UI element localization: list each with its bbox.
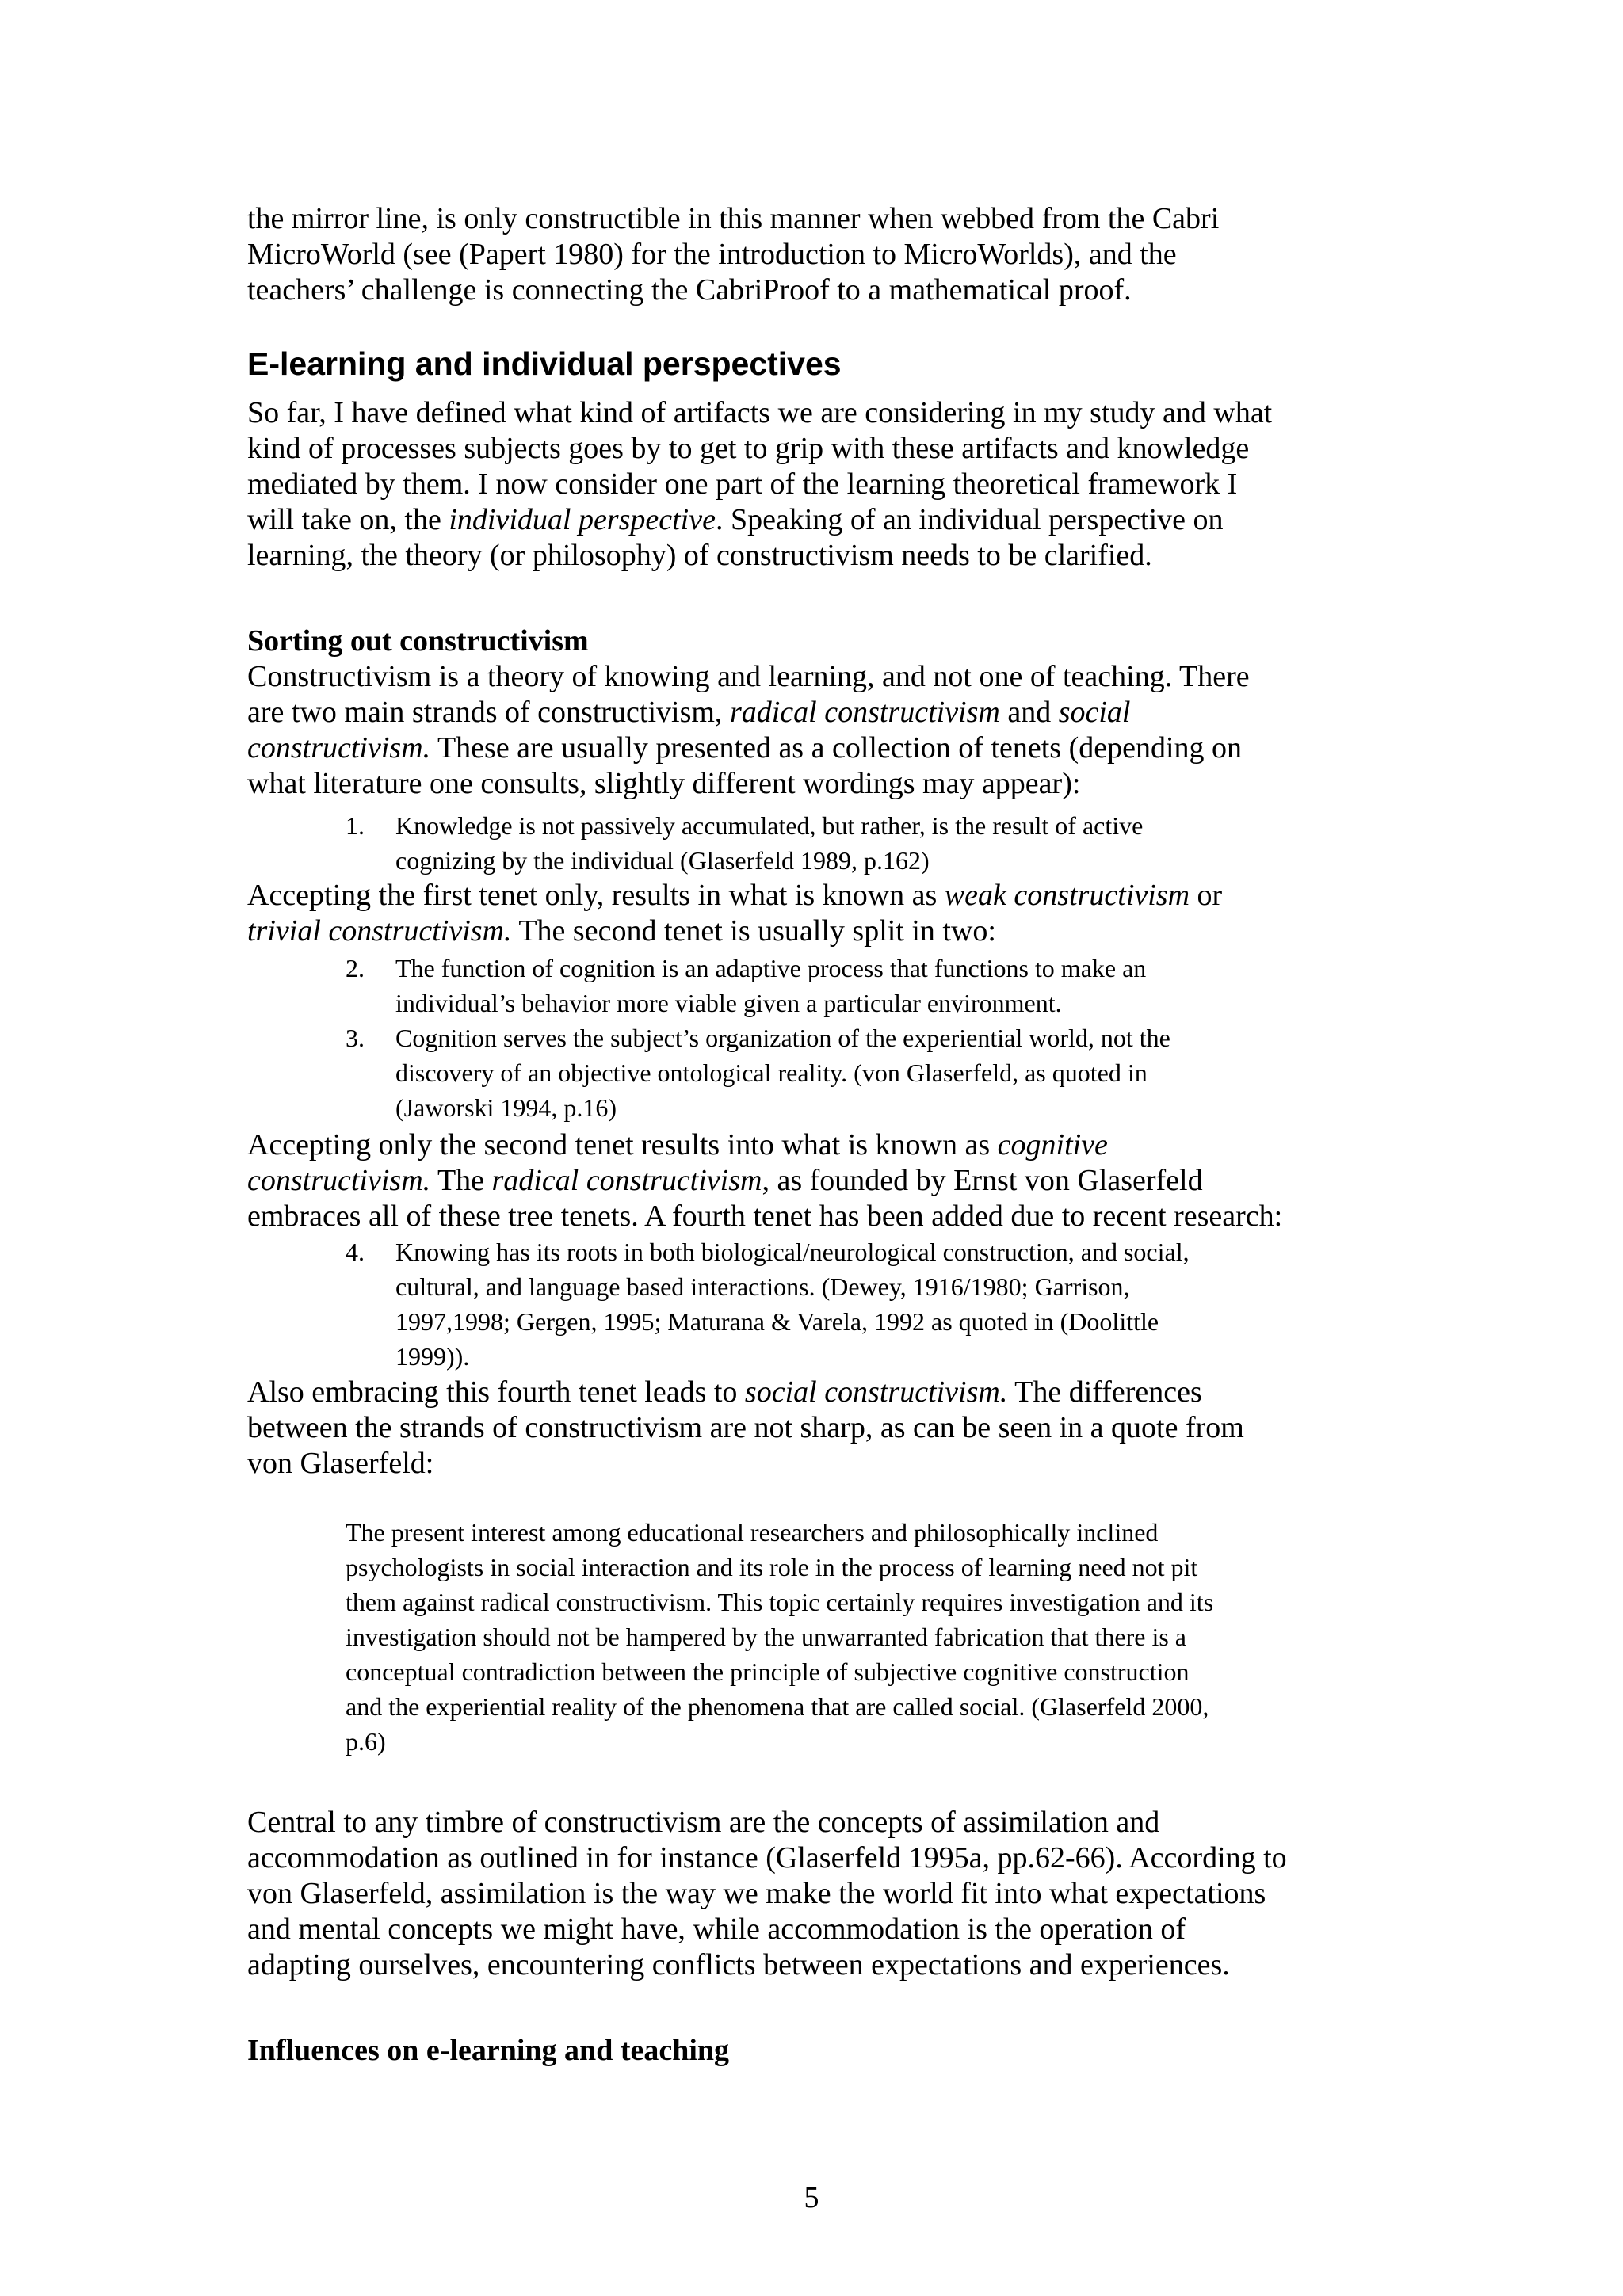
after-tenet-1-paragraph xyxy=(247,878,1396,949)
text-span: or xyxy=(1190,879,1223,912)
text-line xyxy=(247,1375,1396,1410)
text-line: Cognition serves the subject’s organization of the experiential world, not the xyxy=(395,1024,1170,1052)
tenet-list-2 xyxy=(346,951,1376,1125)
text-line: individual’s behavior more viable given a particular environment. xyxy=(395,989,1062,1017)
text-line: teachers’ challenge is connecting the CabriProof to a mathematical proof. xyxy=(247,273,1132,307)
text-line: discovery of an objective ontological reality. (von Glaserfeld, as quoted in xyxy=(395,1058,1148,1087)
section-paragraph xyxy=(247,395,1396,574)
emphasis-text: social constructivism. xyxy=(744,1375,1008,1409)
tenet-item xyxy=(346,951,1376,1020)
text-span: The differences xyxy=(1007,1375,1202,1409)
text-line: between the strands of constructivism are not sharp, as can be seen in a quote from xyxy=(247,1411,1244,1444)
page-number: 5 xyxy=(804,2181,819,2214)
text-line: adapting ourselves, encountering conflicts between expectations and experiences. xyxy=(247,1948,1230,1981)
text-line: learning, the theory (or philosophy) of constructivism needs to be clarified. xyxy=(247,539,1152,572)
text-line xyxy=(247,913,1396,949)
text-line: what literature one consults, slightly different wordings may appear): xyxy=(247,767,1081,800)
after-tenet-4-paragraph xyxy=(247,1375,1396,1482)
list-number: 4. xyxy=(346,1238,365,1266)
text-line: conceptual contradiction between the principle of subjective cognitive construction xyxy=(346,1657,1190,1686)
text-line: Central to any timbre of constructivism are the concepts of assimilation and xyxy=(247,1806,1160,1839)
text-span: and xyxy=(999,696,1059,729)
text-line: mediated by them. I now consider one part of the learning theoretical framework I xyxy=(247,467,1238,501)
emphasis-text: constructivism. xyxy=(247,1164,431,1197)
text-line xyxy=(247,1127,1396,1163)
text-line: accommodation as outlined in for instance (Glaserfeld 1995a, pp.62-66). According to xyxy=(247,1841,1287,1875)
tenet-item xyxy=(346,1234,1376,1374)
text-line xyxy=(247,1163,1396,1199)
text-span: These are usually presented as a collection of tenets (depending on xyxy=(430,731,1243,765)
text-line: von Glaserfeld, assimilation is the way we make the world fit into what expectations xyxy=(247,1877,1266,1910)
emphasis-text: radical constructivism xyxy=(729,696,1000,729)
text-line: and mental concepts we might have, while accommodation is the operation of xyxy=(247,1913,1186,1946)
text-line: cultural, and language based interactions. (Dewey, 1916/1980; Garrison, xyxy=(395,1272,1130,1301)
emphasis-text: social xyxy=(1058,696,1131,729)
text-line: von Glaserfeld: xyxy=(247,1447,434,1480)
after-tenet-3-paragraph xyxy=(247,1127,1396,1234)
text-line: Knowledge is not passively accumulated, but rather, is the result of active xyxy=(395,811,1144,840)
section-heading: E-learning and individual perspectives xyxy=(247,345,842,382)
emphasis-text: weak constructivism xyxy=(944,879,1190,912)
text-line: psychologists in social interaction and its role in the process of learning need not pit xyxy=(346,1553,1198,1581)
text-line: So far, I have defined what kind of artifacts we are considering in my study and what xyxy=(247,396,1273,429)
text-span: are two main strands of constructivism, xyxy=(247,696,730,729)
constructivism-paragraph xyxy=(247,659,1396,802)
text-span: The second tenet is usually split in two: xyxy=(511,914,996,948)
text-line: 1997,1998; Gergen, 1995; Maturana & Varela, 1992 as quoted in (Doolittle xyxy=(395,1307,1159,1336)
text-line: (Jaworski 1994, p.16) xyxy=(395,1093,617,1122)
intro-paragraph xyxy=(247,201,1396,308)
text-line: Knowing has its roots in both biological/neurological construction, and social, xyxy=(395,1238,1190,1266)
text-line: Constructivism is a theory of knowing and learning, and not one of teaching. There xyxy=(247,660,1250,693)
text-line: them against radical constructivism. This topic certainly requires investigation and its xyxy=(346,1588,1214,1616)
text-line xyxy=(247,878,1396,913)
list-number: 3. xyxy=(346,1024,365,1052)
emphasis-text: constructivism. xyxy=(247,731,431,765)
text-span: . Speaking of an individual perspective on xyxy=(715,503,1224,536)
text-line: and the experiential reality of the phenomena that are called social. (Glaserfeld 2000, xyxy=(346,1692,1209,1721)
text-line: investigation should not be hampered by the unwarranted fabrication that there is a xyxy=(346,1623,1186,1651)
text-line xyxy=(247,502,1396,538)
text-line: 1999)). xyxy=(395,1342,470,1371)
text-line xyxy=(247,730,1396,766)
text-span: will take on, the xyxy=(247,503,449,536)
tenet-list-3 xyxy=(346,1234,1376,1374)
text-line: p.6) xyxy=(346,1727,386,1756)
emphasis-text: trivial constructivism. xyxy=(247,914,512,948)
assimilation-paragraph xyxy=(247,1805,1396,1983)
text-line: The present interest among educational researchers and philosophically inclined xyxy=(346,1518,1159,1547)
text-span: Accepting the first tenet only, results in what is known as xyxy=(247,879,945,912)
text-span: Also embracing this fourth tenet leads to xyxy=(247,1375,745,1409)
emphasis-text: radical constructivism xyxy=(491,1164,762,1197)
text-line: embraces all of these tree tenets. A fourth tenet has been added due to recent research: xyxy=(247,1199,1283,1233)
text-span: , as founded by Ernst von Glaserfeld xyxy=(762,1164,1203,1197)
list-number: 1. xyxy=(346,811,365,840)
subsection-heading-influences: Influences on e-learning and teaching xyxy=(247,2034,730,2067)
text-line: MicroWorld (see (Papert 1980) for the introduction to MicroWorlds), and the xyxy=(247,238,1177,271)
text-line xyxy=(247,695,1396,730)
text-line: The function of cognition is an adaptive process that functions to make an xyxy=(395,954,1147,982)
tenet-item xyxy=(346,1020,1376,1125)
text-line: kind of processes subjects goes by to get to grip with these artifacts and knowledge xyxy=(247,432,1250,465)
text-span: Accepting only the second tenet results into what is known as xyxy=(247,1128,998,1161)
text-line: cognizing by the individual (Glaserfeld 1989, p.162) xyxy=(395,846,930,875)
text-line: the mirror line, is only constructible in this manner when webbed from the Cabri xyxy=(247,202,1220,235)
emphasis-text: individual perspective xyxy=(449,503,716,536)
list-number: 2. xyxy=(346,954,365,982)
tenet-list-1 xyxy=(346,808,1376,878)
subsection-heading-sorting: Sorting out constructivism xyxy=(247,624,589,658)
block-quote xyxy=(346,1515,1376,1759)
text-span: The xyxy=(430,1164,492,1197)
tenet-item xyxy=(346,808,1376,878)
emphasis-text: cognitive xyxy=(997,1128,1108,1161)
